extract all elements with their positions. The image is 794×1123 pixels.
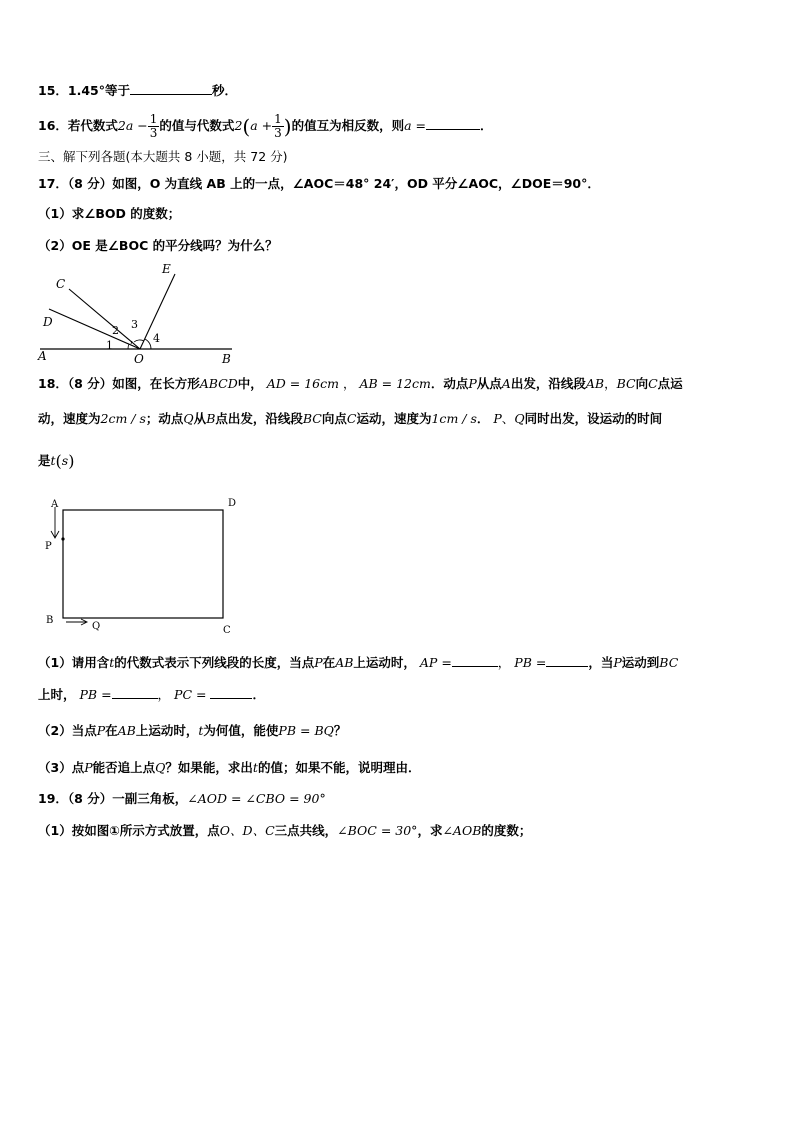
question-text: ． — [476, 411, 490, 426]
question-text: （2）当点 — [38, 723, 97, 738]
paren-close: ) — [283, 114, 292, 139]
question-number: 17． — [38, 176, 68, 191]
question-text: 的代数式表示下列线段的长度，当点 — [114, 655, 315, 670]
paren-open: ( — [55, 451, 62, 471]
math-expression: 1cm / s — [431, 411, 477, 426]
question-text: ，求 — [417, 823, 443, 838]
math-expression: s — [61, 453, 69, 468]
math-expression: P — [96, 723, 106, 738]
math-expression: P — [84, 760, 93, 775]
question-text: 从点 — [476, 376, 502, 391]
math-expression: 2cm / s — [100, 411, 146, 426]
question-text: 向 — [635, 376, 649, 391]
label-P: P — [45, 541, 52, 552]
question-19-stem — [38, 790, 326, 808]
math-expression: AB — [117, 723, 136, 738]
math-expression: ABCD — [199, 376, 238, 391]
question-number: 16． — [38, 118, 68, 133]
answer-blank-PB2[interactable] — [112, 686, 158, 699]
question-text: ． — [479, 118, 493, 133]
question-text: 上时， — [38, 687, 76, 702]
question-18-stem-line3 — [38, 452, 74, 471]
question-text: 中， — [237, 376, 263, 391]
math-expression: B — [206, 411, 216, 426]
question-text: 是 — [38, 453, 51, 468]
question-text: 的值；如果不能，说明理由． — [257, 760, 421, 775]
angle-label-2: 2 — [112, 324, 119, 337]
question-18-sub3 — [38, 759, 420, 777]
question-text: 的度数； — [481, 823, 532, 838]
ray-OD — [49, 309, 140, 349]
q17-angle-figure — [36, 262, 236, 364]
math-expression: O、D、C — [219, 823, 275, 838]
angle-label-3: 3 — [131, 318, 138, 331]
fraction-denominator: 3 — [274, 126, 282, 140]
math-expression: AD = 16cm — [266, 376, 339, 391]
q18-rectangle-figure — [40, 492, 250, 642]
angle-arc — [134, 340, 144, 342]
answer-blank-PC[interactable] — [210, 686, 252, 699]
math-expression: t — [252, 760, 258, 775]
question-18-stem-line2: 动，速度为2cm / s；动点Q从B点出发，沿线段BC向点C运动，速度为1cm / s． P、Q同时出发，设运动的时间 — [38, 411, 663, 426]
math-expression: P — [314, 655, 323, 670]
question-text: （8 分）如图，O 为直线 AB 上的一点，∠AOC＝48° 24′，OD 平分∠AOC，∠DOE＝90°． — [67, 176, 600, 191]
question-text: 在 — [322, 655, 336, 670]
answer-blank[interactable] — [426, 117, 480, 130]
angle-label-1: 1 — [106, 339, 113, 352]
label-A: A — [51, 499, 59, 510]
question-text: ？如果能，求出 — [165, 760, 253, 775]
label-C: C — [56, 277, 66, 291]
math-expression: AB — [585, 376, 605, 391]
math-expression: AB — [335, 655, 354, 670]
question-text: 上运动时， — [135, 723, 199, 738]
label-E: E — [162, 262, 171, 276]
fraction-denominator: 3 — [149, 126, 158, 140]
question-17-sub1: （1）求∠BOD 的度数； — [38, 206, 181, 221]
label-A: A — [38, 349, 47, 363]
question-text: 从 — [193, 411, 207, 426]
math-expression: BC — [659, 655, 679, 670]
paren-open: ( — [242, 114, 251, 139]
question-17-sub2: （2）OE 是∠BOC 的平分线吗？为什么？ — [38, 238, 278, 253]
question-text: ． — [252, 687, 265, 702]
math-expression: ∠BOC = 30° — [337, 823, 418, 838]
math-expression: ∠AOD = ∠CBO = 90° — [187, 791, 326, 806]
label-C: C — [223, 625, 231, 636]
question-text: 向点 — [321, 411, 347, 426]
label-D: D — [43, 315, 53, 329]
math-expression: A — [501, 376, 511, 391]
math-expression: AB = 12cm — [359, 376, 431, 391]
question-18-sub1-line2: 上时， PB = ， PC = ． — [38, 687, 265, 702]
section-heading: 三、解下列各题(本大题共 8 小题，共 72 分) — [38, 149, 288, 164]
question-16 — [38, 108, 493, 145]
fraction — [148, 113, 160, 140]
math-expression: a + — [250, 118, 273, 133]
angle-label-4: 4 — [153, 332, 160, 345]
label-Q: Q — [92, 621, 101, 632]
question-text: 同时出发，设运动的时间 — [524, 411, 663, 426]
question-text: ；动点 — [145, 411, 184, 426]
math-expression: 2 — [234, 118, 243, 133]
question-text: （1）按如图①所示方式放置，点 — [38, 823, 220, 838]
answer-blank[interactable] — [130, 82, 212, 95]
math-expression: PC = — [174, 687, 207, 702]
question-text: 运动到 — [621, 655, 660, 670]
math-expression: P — [613, 655, 622, 670]
question-17-stem — [38, 175, 600, 193]
question-number: 18． — [38, 376, 68, 391]
question-18-sub1-line1: （1）请用含t的代数式表示下列线段的长度，当点P在AB上运动时， AP = ， PB = ，当P运动到BC — [38, 655, 679, 670]
math-expression: Q — [155, 760, 166, 775]
question-text: 的值互为相反数，则 — [291, 118, 405, 133]
question-text: 为何值，能使 — [203, 723, 279, 738]
question-18-sub2 — [38, 722, 346, 740]
math-expression: t — [198, 723, 204, 738]
question-number: 19． — [38, 791, 68, 806]
question-text: 上运动时， — [353, 655, 416, 670]
math-expression: Q — [183, 411, 194, 426]
question-text: 点出发，沿线段 — [215, 411, 303, 426]
fraction-numerator: 1 — [274, 112, 282, 126]
question-number: 15． — [38, 83, 68, 98]
question-18-stem-line1: 18．（8 分）如图，在长方形ABCD中， AD = 16cm ， AB = 12cm．动点P从点A出发，沿线段AB，BC向C点运 — [38, 376, 683, 391]
question-text: 秒． — [212, 83, 238, 98]
math-expression: BC — [302, 411, 322, 426]
math-expression: PB = — [79, 687, 112, 702]
label-D: D — [228, 498, 237, 509]
question-text: 1.45°等于 — [67, 83, 130, 98]
angle-arc — [128, 344, 129, 349]
math-expression: 2a − — [117, 118, 148, 133]
label-B: B — [222, 352, 231, 364]
question-text: （8 分）一副三角板， — [67, 791, 188, 806]
math-expression: AP = — [419, 655, 452, 670]
math-expression: P — [493, 411, 502, 426]
question-text: 的值与代数式 — [159, 118, 235, 133]
question-text: （8 分）如图，在长方形 — [67, 376, 200, 391]
point-P — [61, 537, 64, 540]
question-text: 在 — [105, 723, 118, 738]
ray-OC — [69, 289, 140, 349]
question-text: 能否追上点 — [92, 760, 156, 775]
math-expression: a = — [404, 118, 426, 133]
question-text: （1）请用含 — [38, 655, 110, 670]
math-expression: PB = — [514, 655, 547, 670]
rectangle-ABCD — [63, 510, 223, 618]
question-text: （3）点 — [38, 760, 85, 775]
answer-blank-AP[interactable] — [452, 654, 498, 667]
question-text: 出发，沿线段 — [510, 376, 586, 391]
question-text: 点运 — [657, 376, 683, 391]
question-text: 运动，速度为 — [356, 411, 432, 426]
paren-close: ) — [68, 451, 75, 471]
math-expression: Q — [514, 411, 525, 426]
question-text: 动，速度为 — [38, 411, 101, 426]
question-text: ．动点 — [430, 376, 469, 391]
math-expression: t — [50, 453, 56, 468]
math-expression: ∠AOB — [442, 823, 482, 838]
math-expression: P — [468, 376, 477, 391]
question-text: 三点共线， — [274, 823, 338, 838]
fraction-numerator: 1 — [149, 112, 158, 126]
math-expression: t — [109, 655, 115, 670]
label-B: B — [46, 615, 54, 626]
question-text: 若代数式 — [67, 118, 118, 133]
fraction — [272, 113, 284, 140]
label-O: O — [134, 352, 144, 364]
angle-arc — [145, 339, 151, 349]
question-text: ，当 — [588, 655, 614, 670]
question-19-sub1 — [38, 822, 531, 840]
math-expression: PB = BQ — [278, 723, 334, 738]
math-expression: C — [648, 376, 658, 391]
question-text: ？ — [333, 723, 347, 738]
question-15 — [38, 82, 237, 100]
answer-blank-PB[interactable] — [546, 654, 588, 667]
math-expression: BC — [616, 376, 636, 391]
math-expression: C — [346, 411, 357, 426]
